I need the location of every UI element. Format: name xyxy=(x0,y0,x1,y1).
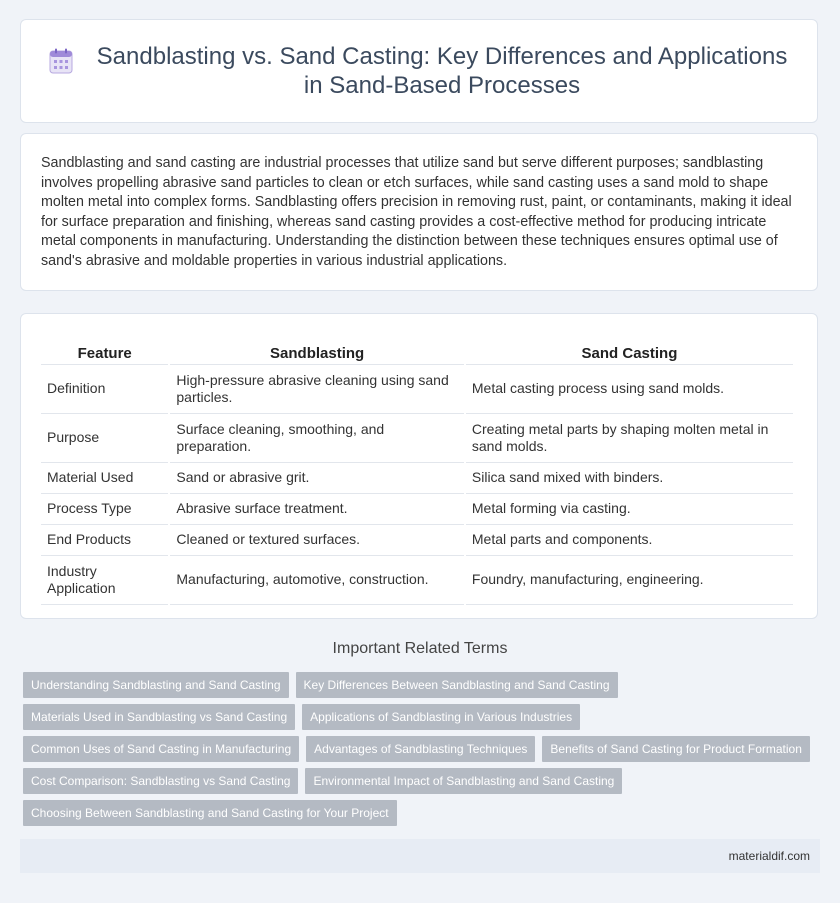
row-label: End Products xyxy=(41,525,168,556)
related-term-tag[interactable]: Key Differences Between Sandblasting and Sand Casting xyxy=(296,672,618,698)
table-row xyxy=(41,365,793,414)
related-term-tag[interactable]: Advantages of Sandblasting Techniques xyxy=(306,736,535,762)
intro-paragraph: Sandblasting and sand casting are industrial processes that utilize sand but serve different purposes; sandblasting involves propelling abrasive sand particles to clean or etch surfaces, while sand casting uses a sand mold to shape molten metal into complex forms. Sandblasting offers precision in removing rust, paint, or contaminants, making it ideal for surface preparation and finishing, whereas sand casting provides a cost-effective method for producing intricate metal components in manufacturing. Understanding the distinction between these techniques ensures optimal use of sand's abrasive and moldable properties in various industrial applications. xyxy=(41,155,792,269)
intro-card xyxy=(20,133,818,291)
sandblasting-cell: Cleaned or textured surfaces. xyxy=(170,525,464,556)
comparison-table xyxy=(39,334,795,605)
sand-casting-cell: Foundry, manufacturing, engineering. xyxy=(466,556,793,605)
related-term-tag[interactable]: Common Uses of Sand Casting in Manufacturing xyxy=(23,736,299,762)
footer xyxy=(20,839,820,873)
related-term-tag[interactable]: Cost Comparison: Sandblasting vs Sand Casting xyxy=(23,768,298,794)
related-term-tag[interactable]: Benefits of Sand Casting for Product Formation xyxy=(542,736,809,762)
related-term-tag[interactable]: Choosing Between Sandblasting and Sand Casting for Your Project xyxy=(23,800,397,826)
table-row xyxy=(41,463,793,494)
sandblasting-cell: Surface cleaning, smoothing, and preparation. xyxy=(170,414,464,463)
related-term-tag[interactable]: Applications of Sandblasting in Various Industries xyxy=(302,704,580,730)
header-sandblasting: Sandblasting xyxy=(170,334,464,365)
related-terms-heading: Important Related Terms xyxy=(332,640,508,657)
table-row xyxy=(41,525,793,556)
sand-casting-cell: Silica sand mixed with binders. xyxy=(466,463,793,494)
table-row xyxy=(41,556,793,605)
calendar-icon xyxy=(49,48,73,74)
sandblasting-cell: Sand or abrasive grit. xyxy=(170,463,464,494)
row-label: Material Used xyxy=(41,463,168,494)
header-sand-casting: Sand Casting xyxy=(466,334,793,365)
sand-casting-cell: Metal casting process using sand molds. xyxy=(466,365,793,414)
row-label: Definition xyxy=(41,365,168,414)
table-row xyxy=(41,494,793,525)
header-card xyxy=(20,19,818,123)
table-row xyxy=(41,414,793,463)
footer-site-link[interactable]: materialdif.com xyxy=(728,849,810,863)
sand-casting-cell: Metal parts and components. xyxy=(466,525,793,556)
header-feature: Feature xyxy=(41,334,168,365)
sand-casting-cell: Creating metal parts by shaping molten metal in sand molds. xyxy=(466,414,793,463)
sand-casting-cell: Metal forming via casting. xyxy=(466,494,793,525)
related-term-tag[interactable]: Understanding Sandblasting and Sand Casting xyxy=(23,672,289,698)
related-term-tag[interactable]: Environmental Impact of Sandblasting and Sand Casting xyxy=(305,768,622,794)
related-term-tag[interactable]: Materials Used in Sandblasting vs Sand Casting xyxy=(23,704,295,730)
row-label: Purpose xyxy=(41,414,168,463)
sandblasting-cell: Abrasive surface treatment. xyxy=(170,494,464,525)
row-label: Process Type xyxy=(41,494,168,525)
row-label: Industry Application xyxy=(41,556,168,605)
page-title: Sandblasting vs. Sand Casting: Key Differences and Applications in Sand-Based Processes xyxy=(96,43,788,99)
related-terms-list xyxy=(23,672,823,832)
sandblasting-cell: High-pressure abrasive cleaning using sand particles. xyxy=(170,365,464,414)
comparison-table-card xyxy=(20,313,818,619)
sandblasting-cell: Manufacturing, automotive, construction. xyxy=(170,556,464,605)
